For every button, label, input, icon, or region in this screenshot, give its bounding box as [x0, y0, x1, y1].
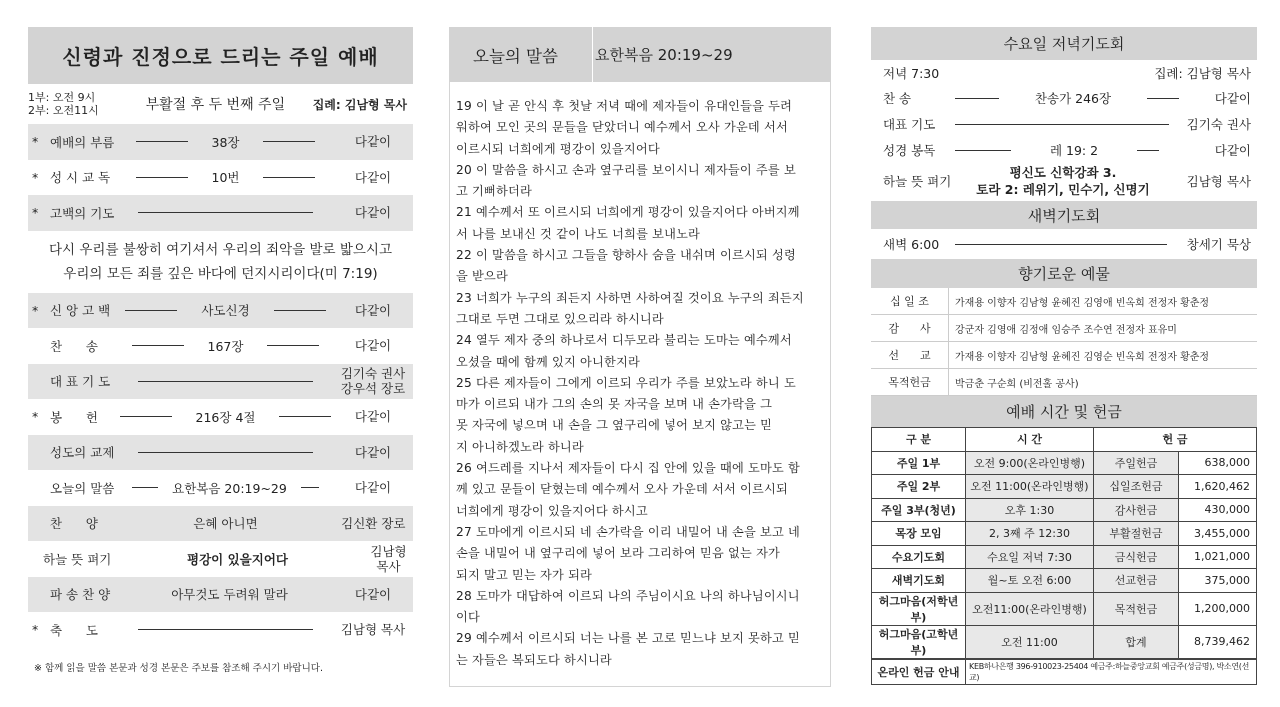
wed-prayer-right: 김기숙 권사	[1186, 117, 1251, 132]
scripture-line: 이르시되 너희에게 평강이 있을지어다	[456, 141, 660, 156]
wed-sermon-label: 하늘 뜻 펴기	[883, 174, 952, 189]
scripture-line: 지 아니하겠노라 하니라	[456, 439, 584, 454]
order-detail	[118, 408, 333, 426]
order-label: 찬 양	[49, 516, 98, 532]
order-detail	[118, 452, 333, 453]
order-person: 다같이	[354, 134, 392, 150]
order-detail	[118, 168, 333, 186]
offering-type: 선 교	[871, 342, 949, 368]
schedule-time: 오전11:00(온라인병행)	[966, 592, 1094, 625]
order-label: 찬 송	[50, 338, 98, 354]
divider-line	[312, 558, 364, 559]
dawn-row	[871, 229, 1257, 259]
offering-name: 목적헌금	[1094, 592, 1179, 625]
schedule-row	[872, 475, 1257, 499]
order-person: 다같이	[354, 302, 392, 318]
schedule-header-row	[872, 428, 1257, 452]
divider-line	[263, 177, 315, 178]
divider-line	[138, 629, 313, 630]
order-label: 성 시 교 독	[50, 170, 111, 186]
divider-line	[267, 345, 319, 346]
sunday-worship-order	[28, 0, 413, 674]
schedule-title: 예배 시간 및 헌금	[871, 396, 1257, 427]
order-label: 오늘의 말씀	[50, 480, 115, 496]
schedule-name: 목장 모임	[872, 522, 966, 546]
order-detail	[118, 133, 333, 151]
scripture-line: 손을 내밀어 내 옆구리에 넣어 보라 그리하여 믿음 없는 자가	[456, 546, 781, 561]
standing-mark: *	[32, 169, 39, 185]
offering-type: 감 사	[871, 315, 949, 341]
order-label: 대 표 기 도	[50, 374, 111, 390]
schedule-name: 새벽기도회	[872, 569, 966, 593]
schedule-row	[872, 569, 1257, 593]
divider-line	[301, 487, 319, 488]
service-time-2: 2부: 오전11시	[28, 104, 99, 117]
offering-name: 감사헌금	[1094, 498, 1179, 522]
offering-amount: 1,620,462	[1179, 475, 1257, 499]
divider-line	[132, 345, 184, 346]
offering-name: 금식헌금	[1094, 545, 1179, 569]
schedule-name: 수요기도회	[872, 545, 966, 569]
order-row	[28, 612, 413, 648]
order-person: 다같이	[354, 480, 392, 496]
schedule-row	[872, 451, 1257, 475]
scripture-line: 께 있고 문들이 닫혔는데 예수께서 오사 가운데 서서 이르시되	[456, 482, 788, 497]
divider-line	[131, 594, 157, 595]
order-detail-text: 요한복음 20:19~29	[172, 480, 287, 496]
offering-type: 목적헌금	[871, 369, 949, 395]
wed-time-row	[871, 60, 1257, 85]
divider-line	[138, 381, 313, 382]
order-row	[28, 435, 413, 471]
divider-line	[138, 212, 313, 213]
scripture-line: 서 나를 보내신 것 같이 나도 너희를 보내노라	[456, 226, 701, 241]
wed-sermon-right: 김남형 목사	[1186, 174, 1251, 189]
order-person: 다같이	[354, 409, 392, 425]
scripture-text	[449, 82, 831, 687]
scripture-line: 20 이 말씀을 하시고 손과 옆구리를 보이시니 제자들이 주를 보	[456, 162, 796, 177]
order-label: 봉 헌	[50, 409, 98, 425]
schedule-name: 주일 3부(청년)	[872, 498, 966, 522]
divider-line	[138, 452, 313, 453]
order-row	[28, 124, 413, 160]
divider-line	[279, 416, 331, 417]
divider-line	[125, 310, 177, 311]
offering-list	[871, 288, 1257, 396]
order-person: 김남형 목사	[340, 622, 406, 638]
scripture-title: 오늘의 말씀	[473, 46, 558, 66]
order-detail-text: 아무것도 두려워 말라	[171, 587, 288, 603]
divider-line	[274, 310, 326, 311]
scripture-line: 24 열두 제자 중의 하나로서 디두모라 불리는 도마는 예수께서	[456, 333, 792, 348]
schedule-row	[872, 545, 1257, 569]
order-detail	[118, 301, 333, 319]
schedule-time: 오전 11:00(온라인병행)	[966, 475, 1094, 499]
divider-line	[136, 141, 188, 142]
confession-verse	[28, 231, 413, 293]
order-label: 예배의 부름	[50, 134, 115, 150]
schedule-row	[872, 498, 1257, 522]
offering-title: 향기로운 예물	[871, 259, 1257, 288]
order-detail	[118, 479, 333, 497]
offering-names: 가재용 이향자 김남형 윤혜진 김영순 빈옥희 전정자 황춘정	[955, 351, 1210, 363]
online-offering-info: KEB하나은행 396-910023-25404 예금주:하늘중앙교회 예금주(성금명), 박소연(선교)	[966, 659, 1257, 684]
order-detail-text: 216장 4절	[195, 409, 256, 425]
wed-sermon-row	[871, 163, 1257, 199]
scripture-line: 이다	[456, 610, 480, 625]
divider-line	[263, 141, 315, 142]
offering-name: 합계	[1094, 625, 1179, 658]
divider-line	[955, 244, 1167, 245]
service-times	[28, 91, 118, 117]
divider-line	[1137, 150, 1159, 151]
offering-name: 주일헌금	[1094, 451, 1179, 475]
wed-prayer-row	[871, 111, 1257, 137]
header-time: 시 간	[966, 428, 1094, 452]
order-detail	[118, 337, 333, 355]
schedule-name: 주일 2부	[872, 475, 966, 499]
scripture-line: 오셨을 때에 함께 있지 아니한지라	[456, 354, 640, 369]
offering-row	[871, 369, 1257, 396]
verse-line-2: 우리의 모든 죄를 깊은 바다에 던지시리이다(미 7:19)	[63, 265, 378, 282]
scripture-line: 29 예수께서 이르시되 너는 나를 본 고로 믿느냐 보지 못하고 믿	[456, 631, 801, 646]
service-leader: 집례: 김남형 목사	[312, 97, 407, 112]
schedule-name: 허그마음(저학년부)	[872, 592, 966, 625]
header-category: 구 분	[872, 428, 966, 452]
scripture-line: 그대로 두면 그대로 있으리라 하시니라	[456, 311, 664, 326]
wed-hymn-right: 다같이	[1214, 91, 1251, 106]
wed-leader: 집례: 김남형 목사	[1154, 65, 1251, 81]
scripture-line: 고 기뻐하더라	[456, 184, 532, 199]
order-row	[28, 577, 413, 613]
order-row	[28, 195, 413, 231]
scripture-line: 마가 이르되 내가 그의 손의 못 자국을 보며 내 손가락을 그	[456, 397, 773, 412]
schedule-name: 허그마음(고학년부)	[872, 625, 966, 658]
offering-amount: 638,000	[1179, 451, 1257, 475]
standing-mark: *	[32, 622, 39, 638]
order-row	[28, 470, 413, 506]
wed-time: 저녁 7:30	[883, 65, 940, 81]
order-row	[28, 364, 413, 400]
wed-hymn-row	[871, 85, 1257, 111]
order-detail-text: 167장	[207, 338, 244, 354]
wed-hymn-label: 찬 송	[883, 91, 912, 106]
scripture-line: 25 다른 제자들이 그에게 이르되 우리가 주를 보았노라 하니 도	[456, 375, 796, 390]
offering-name: 부활절헌금	[1094, 522, 1179, 546]
wed-sermon-line-2: 토라 2: 레위기, 민수기, 신명기	[976, 182, 1150, 197]
dawn-right: 창세기 묵상	[1186, 237, 1251, 252]
scripture-line: 는 자들은 복되도다 하시니라	[456, 652, 612, 667]
schedule-time: 오전 11:00	[966, 625, 1094, 658]
scripture-line: 21 예수께서 또 이르시되 너희에게 평강이 있을지어다 아버지께	[456, 205, 800, 220]
schedule-row	[872, 592, 1257, 625]
order-row	[28, 541, 413, 577]
order-detail	[118, 212, 333, 213]
order-detail-text: 은혜 아니면	[193, 516, 258, 532]
sunday-name: 부활절 후 두 번째 주일	[145, 97, 286, 113]
order-person: 다같이	[354, 205, 392, 221]
divider-line	[282, 523, 334, 524]
order-row	[28, 399, 413, 435]
order-detail	[118, 629, 333, 630]
wed-reading-label: 성경 봉독	[883, 143, 936, 158]
order-row	[28, 506, 413, 542]
scripture-line: 19 이 날 곧 안식 후 첫날 저녁 때에 제자들이 유대인들을 두려	[456, 99, 793, 113]
order-detail-text: 38장	[211, 134, 240, 150]
divider-line	[955, 124, 1169, 125]
todays-scripture	[449, 0, 831, 687]
wed-reading: 레 19: 2	[1049, 143, 1099, 158]
divider-line	[136, 177, 188, 178]
offering-names: 가재용 이향자 김남형 윤혜진 김영애 빈옥희 전정자 황춘정	[955, 297, 1210, 309]
standing-mark: *	[32, 409, 39, 425]
divider-line	[302, 594, 320, 595]
order-person: 김남형 목사	[370, 543, 407, 574]
schedule-time: 수요일 저녁 7:30	[966, 545, 1094, 569]
order-detail-text: 평강이 있을지어다	[187, 551, 288, 567]
scripture-line: 23 너희가 누구의 죄든지 사하면 사하여질 것이요 누구의 죄든지	[456, 290, 804, 305]
order-detail	[118, 585, 333, 603]
offering-name: 선교헌금	[1094, 569, 1179, 593]
divider-line	[111, 558, 163, 559]
scripture-line: 못 자국에 넣으며 내 손을 그 옆구리에 넣어 보지 않고는 믿	[456, 418, 773, 433]
scripture-reference: 요한복음 20:19~29	[595, 46, 733, 64]
order-detail	[117, 514, 333, 532]
schedule-name: 주일 1부	[872, 451, 966, 475]
offering-amount: 8,739,462	[1179, 625, 1257, 658]
wed-prayer-label: 대표 기도	[883, 117, 936, 132]
online-offering	[871, 659, 1257, 685]
schedule-time: 2, 3째 주 12:30	[966, 522, 1094, 546]
offering-amount: 430,000	[1179, 498, 1257, 522]
schedule-table	[871, 427, 1257, 659]
offering-amount: 3,455,000	[1179, 522, 1257, 546]
order-label: 하늘 뜻 펴기	[43, 551, 112, 567]
standing-mark: *	[32, 302, 39, 318]
worship-info	[28, 84, 413, 124]
scripture-line: 26 여드레를 지나서 제자들이 다시 집 안에 있을 때에 도마도 함	[456, 461, 801, 476]
order-row	[28, 293, 413, 329]
schedule-row	[872, 522, 1257, 546]
order-person: 다같이	[354, 586, 392, 602]
footnote: ※ 함께 읽을 말씀 본문과 성경 본문은 주보를 참조해 주시기 바랍니다.	[34, 662, 323, 674]
wed-reading-row	[871, 137, 1257, 163]
worship-title: 신령과 진정으로 드리는 주일 예배	[28, 27, 413, 84]
divider-line	[117, 523, 169, 524]
order-detail	[118, 381, 333, 382]
order-person: 김기숙 권사 강우석 장로	[340, 366, 406, 397]
scripture-line: 워하여 모인 곳의 문들을 닫았더니 예수께서 오사 가운데 서서	[456, 120, 788, 135]
scripture-line: 너희에게 평강이 있을지어다 하시고	[456, 503, 648, 518]
offering-amount: 1,200,000	[1179, 592, 1257, 625]
scripture-line: 28 도마가 대답하여 이르되 나의 주님이시요 나의 하나님이시니	[456, 588, 800, 603]
order-row	[28, 328, 413, 364]
schedule-time: 월~토 오전 6:00	[966, 569, 1094, 593]
scripture-line: 되지 말고 믿는 자가 되라	[456, 567, 593, 582]
divider-line	[1147, 98, 1179, 99]
standing-mark: *	[32, 205, 39, 221]
header-offering: 헌 금	[1094, 428, 1257, 452]
right-panel	[871, 0, 1257, 685]
offering-row	[871, 288, 1257, 315]
divider-line	[132, 487, 158, 488]
wed-reading-right: 다같이	[1214, 143, 1251, 158]
order-person: 김신환 장로	[341, 515, 406, 531]
offering-amount: 375,000	[1179, 569, 1257, 593]
offering-type: 십 일 조	[871, 288, 949, 314]
schedule-time: 오전 9:00(온라인병행)	[966, 451, 1094, 475]
service-time-1: 1부: 오전 9시	[28, 91, 96, 104]
order-person: 다같이	[354, 338, 392, 354]
schedule-time: 오후 1:30	[966, 498, 1094, 522]
scripture-line: 27 도마에게 이르시되 네 손가락을 이리 내밀어 내 손을 보고 네	[456, 524, 801, 539]
offering-name: 십일조헌금	[1094, 475, 1179, 499]
order-label: 성도의 교제	[50, 445, 115, 461]
order-detail-text: 10번	[211, 170, 240, 186]
divider-line	[120, 416, 172, 417]
order-detail-text: 사도신경	[201, 303, 250, 319]
dawn-time: 새벽 6:00	[883, 237, 940, 252]
scripture-header	[449, 27, 831, 82]
scripture-line: 22 이 말씀을 하시고 그들을 향하사 숨을 내쉬며 이르시되 성령	[456, 248, 796, 263]
offering-names: 강군자 김영애 김정애 임승주 조수연 전정자 표유미	[955, 324, 1177, 336]
scripture-line: 을 받으라	[456, 269, 508, 284]
order-row	[28, 160, 413, 196]
offering-row	[871, 315, 1257, 342]
divider-line	[955, 150, 1011, 151]
order-detail	[111, 550, 364, 568]
wed-sermon	[951, 164, 1175, 198]
order-person: 다같이	[354, 444, 392, 460]
order-label: 파 송 찬 양	[50, 587, 111, 603]
offering-row	[871, 342, 1257, 369]
order-label: 고백의 기도	[50, 205, 115, 221]
wed-sermon-line-1: 평신도 신학강좌 3.	[1009, 165, 1117, 180]
divider-line	[955, 98, 999, 99]
order-person: 다같이	[354, 169, 392, 185]
standing-mark: *	[32, 134, 39, 150]
offering-names: 박금춘 구순희 (비전홀 공사)	[955, 378, 1079, 390]
wed-prayer-title: 수요일 저녁기도회	[871, 27, 1257, 60]
wed-hymn: 찬송가 246장	[1034, 91, 1112, 106]
order-label: 신 앙 고 백	[50, 303, 111, 319]
verse-line-1: 다시 우리를 불쌍히 여기셔서 우리의 죄악을 발로 밟으시고	[48, 241, 393, 258]
offering-amount: 1,021,000	[1179, 545, 1257, 569]
schedule-row	[872, 625, 1257, 658]
dawn-prayer-title: 새벽기도회	[871, 201, 1257, 229]
order-label: 축 도	[50, 622, 98, 638]
online-offering-label: 온라인 헌금 안내	[872, 659, 966, 684]
